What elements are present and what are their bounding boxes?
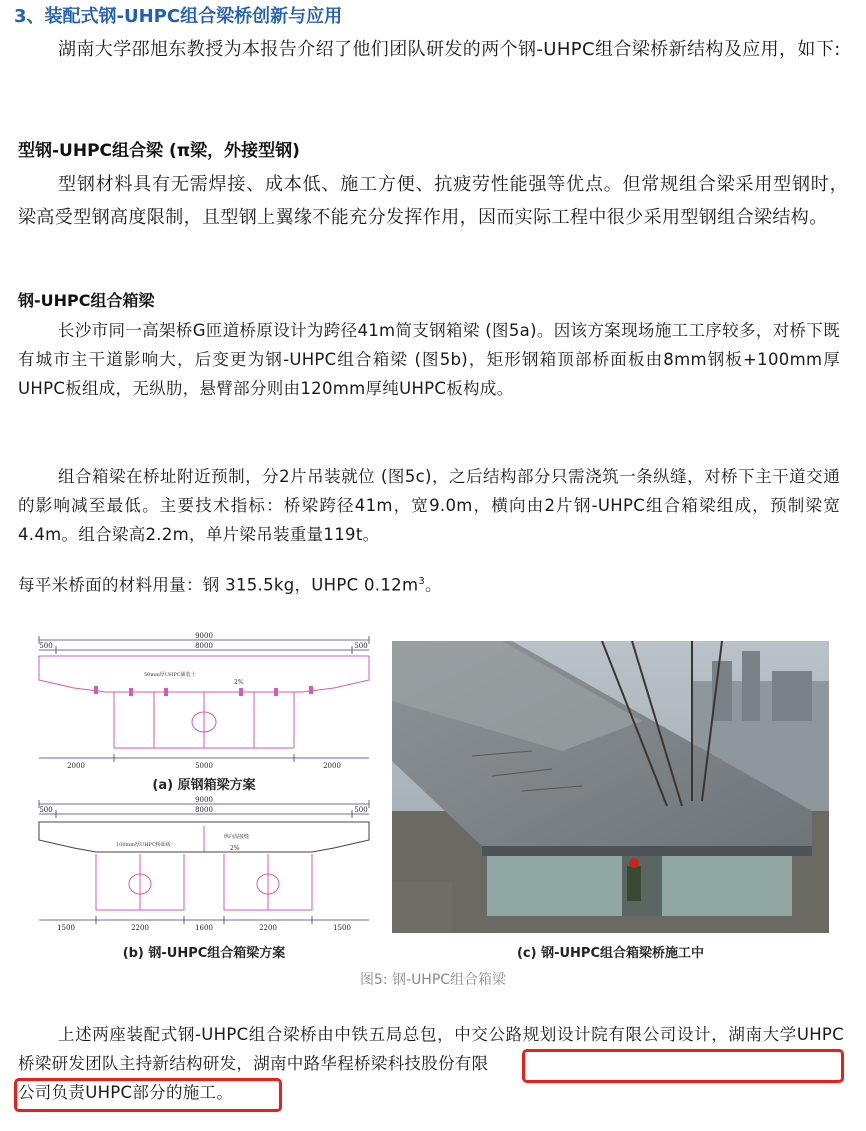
drawing-steel-uhpc-box xyxy=(34,796,374,938)
subsection-title-box-girder: 钢-UHPC组合箱梁 xyxy=(18,291,155,310)
dim-a-bottom-3: 2000 xyxy=(323,762,341,770)
dim-a-top: 9000 xyxy=(195,632,213,640)
dim-b-bottom-5: 1500 xyxy=(333,924,351,932)
material-usage-end: 。 xyxy=(425,575,442,595)
box-girder-paragraph-2: 组合箱梁在桥址附近预制，分2片吊装就位 (图5c)，之后结构部分只需浇筑一条纵缝，对桥下主干道交通的影响减至最低。主要技术指标：桥梁跨径41m，宽9.0m，横向由2片钢-UHPC组合箱梁组成，预制梁宽4.4m。组合梁高2.2m，单片梁吊装重量119t。 xyxy=(18,467,840,544)
intro-paragraph: 湖南大学邵旭东教授为本报告介绍了他们团队研发的两个钢-UHPC组合梁桥新结构及应用，如下: xyxy=(58,39,841,60)
dim-b-top: 9000 xyxy=(195,796,213,804)
photo-construction xyxy=(392,641,829,933)
note-b-left: 100mm厚UHPC桥面板 xyxy=(116,842,171,848)
drawing-original-steel-box xyxy=(34,630,374,780)
figure-caption: 图5: 钢-UHPC组合箱梁 xyxy=(359,972,507,988)
highlight-text-1: 湖南中路华程桥梁科技股份有限 xyxy=(253,1054,489,1073)
dim-b-bottom-3: 1600 xyxy=(195,924,213,932)
dim-a-bottom-1: 2000 xyxy=(67,762,85,770)
dim-b-bottom-4: 2200 xyxy=(259,924,277,932)
dim-b-mid: 8000 xyxy=(195,806,213,814)
dim-a-side-right: 500 xyxy=(354,642,368,650)
material-usage-text: 每平米桥面的材料用量：钢 315.5kg，UHPC 0.12m xyxy=(18,575,419,595)
highlight-text-2: 公司负责UHPC部分的施工。 xyxy=(18,1083,234,1102)
section-heading: 3、装配式钢-UHPC组合梁桥创新与应用 xyxy=(14,6,343,27)
slope-b: 2% xyxy=(230,845,240,852)
beam-paragraph: 型钢材料具有无需焊接、成本低、施工方便、抗疲劳性能强等优点。但常规组合梁采用型钢时，梁高受型钢高度限制，且型钢上翼缘不能充分发挥作用，因而实际工程中很少采用型钢组合梁结构。 xyxy=(18,174,848,228)
material-usage-line xyxy=(18,567,840,600)
closing-text: 上述两座装配式钢-UHPC组合梁桥由中铁五局总包，中交公路规划设计院有限公司设计，湖南大学UHPC桥梁研发团队主持新结构研发， xyxy=(18,1025,844,1073)
dim-b-bottom-1: 1500 xyxy=(57,924,75,932)
material-usage-superscript: 3 xyxy=(418,576,425,587)
slope-a: 2% xyxy=(234,679,244,686)
note-a: 50mm厚UHPC铺装土 xyxy=(144,672,196,678)
subsection-title-beam: 型钢-UHPC组合梁 (π梁，外接型钢) xyxy=(18,141,300,161)
note-b-right: 纵向湿接缝 xyxy=(224,834,250,840)
dim-a-bottom-2: 5000 xyxy=(195,762,213,770)
dim-b-side-left: 500 xyxy=(39,806,53,814)
caption-photo-c: (c) 钢-UHPC组合箱梁桥施工中 xyxy=(516,946,704,961)
dim-b-side-right: 500 xyxy=(354,806,368,814)
box-girder-paragraph-1: 长沙市同一高架桥G匝道桥原设计为跨径41m简支钢箱梁 (图5a)。因该方案现场施工工序较多，对桥下既有城市主干道影响大，后变更为钢-UHPC组合箱梁 (图5b)，矩形钢箱顶部桥面板由8mm钢板+100mm厚UHPC板组成，无纵肋，悬臂部分则由120mm厚纯UHPC板构成。 xyxy=(18,321,840,398)
dim-a-mid: 8000 xyxy=(195,642,213,650)
caption-drawing-a: (a) 原钢箱梁方案 xyxy=(152,778,256,793)
caption-drawing-b: (b) 钢-UHPC组合箱梁方案 xyxy=(122,946,286,961)
dim-b-bottom-2: 2200 xyxy=(131,924,149,932)
highlight-box-line2 xyxy=(14,1078,282,1112)
highlight-box-line1 xyxy=(522,1049,844,1083)
dim-a-side-left: 500 xyxy=(39,642,53,650)
